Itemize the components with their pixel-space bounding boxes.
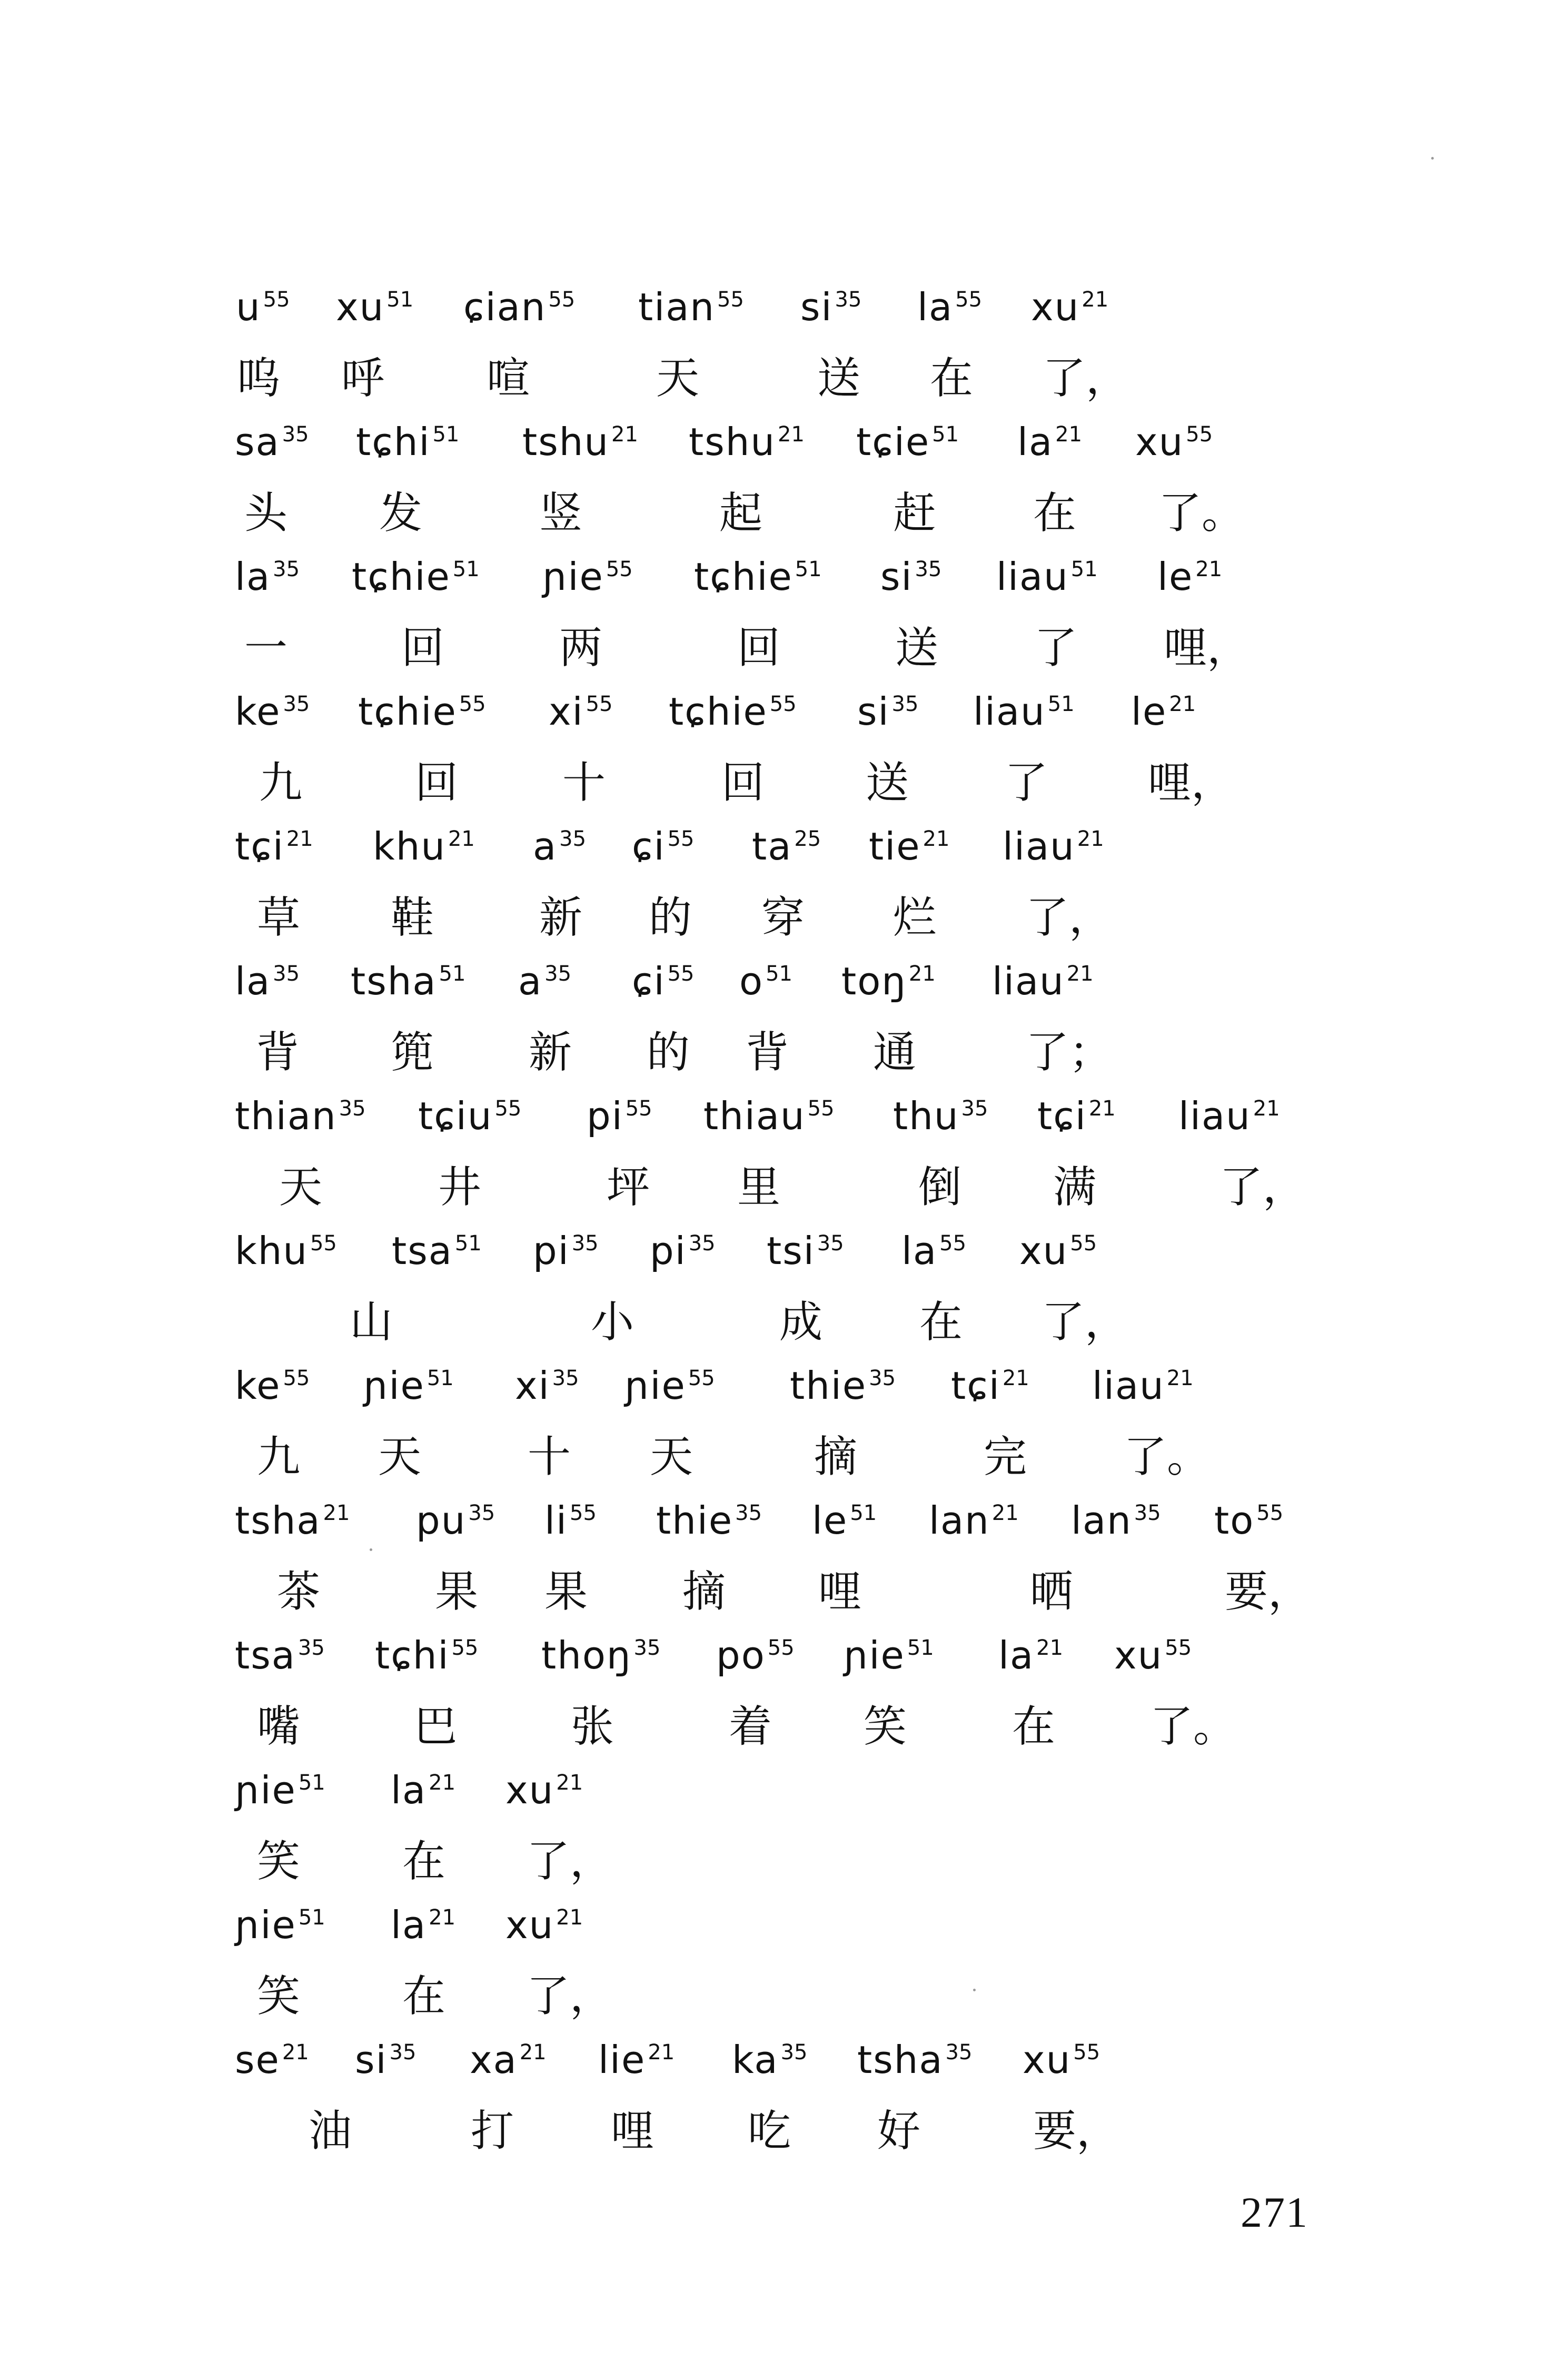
gloss-line (0, 1833, 1567, 1896)
gloss-char: 了， (1026, 893, 1113, 943)
gloss-char: 着 (729, 1702, 772, 1752)
gloss-char: 背 (746, 1028, 789, 1078)
romanization-line (0, 548, 1567, 611)
gloss-char: 山 (350, 1297, 393, 1347)
syllable: liau $^{21}$ (992, 959, 1094, 1003)
gloss-char: 发 (379, 488, 423, 538)
syllable: po $^{55}$ (716, 1633, 795, 1677)
gloss-line (0, 1428, 1567, 1492)
gloss-char: 新 (529, 1028, 572, 1078)
gloss-char: 巴 (414, 1702, 458, 1752)
syllable: xu $^{21}$ (1031, 285, 1109, 329)
syllable: a $^{35}$ (518, 959, 572, 1003)
syllable: ɲie $^{55}$ (542, 555, 633, 599)
syllable: a $^{35}$ (533, 824, 587, 868)
romanization-line (0, 1087, 1567, 1150)
gloss-char: 嘴 (257, 1702, 301, 1752)
gloss-line (0, 1698, 1567, 1761)
gloss-char: 穿 (761, 893, 805, 943)
gloss-char: 了； (1026, 1028, 1113, 1078)
gloss-char: 送 (866, 758, 909, 808)
gloss-char: 完 (984, 1432, 1027, 1482)
syllable: tshu $^{21}$ (689, 420, 805, 464)
romanization-line (0, 1357, 1567, 1420)
gloss-char: 在 (919, 1297, 963, 1347)
syllable: liau $^{21}$ (1178, 1094, 1280, 1138)
syllable: khu $^{55}$ (235, 1229, 337, 1273)
gloss-char: 了。 (1158, 488, 1245, 538)
syllable: tsa $^{51}$ (392, 1229, 482, 1273)
gloss-char: 了 (1005, 758, 1048, 808)
syllable: xi $^{35}$ (515, 1364, 579, 1408)
gloss-char: 笑 (257, 1971, 301, 2021)
gloss-char: 了， (1219, 1162, 1306, 1212)
syllable: ɕi $^{55}$ (632, 824, 695, 868)
syllable: thu $^{35}$ (893, 1094, 988, 1138)
syllable: xu $^{21}$ (505, 1768, 583, 1812)
syllable: le $^{21}$ (1157, 555, 1223, 599)
gloss-char: 里 (737, 1162, 781, 1212)
romanization-line (0, 413, 1567, 476)
romanization-line (0, 1492, 1567, 1555)
gloss-char: 油 (309, 2106, 352, 2156)
gloss-char: 天 (279, 1162, 323, 1212)
syllable: khu $^{21}$ (373, 824, 475, 868)
syllable: la $^{21}$ (391, 1768, 456, 1812)
syllable: xu $^{51}$ (336, 285, 414, 329)
romanization-line (0, 1222, 1567, 1285)
gloss-char: 新 (539, 893, 583, 943)
gloss-char: 井 (438, 1162, 482, 1212)
gloss-line (0, 2102, 1567, 2166)
syllable: thiau $^{55}$ (703, 1094, 835, 1138)
gloss-char: 鞋 (391, 893, 434, 943)
gloss-char: 在 (1033, 488, 1077, 538)
gloss-char: 回 (721, 758, 765, 808)
gloss-char: 九 (259, 758, 303, 808)
gloss-char: 天 (656, 353, 700, 403)
gloss-char: 十 (528, 1432, 571, 1482)
gloss-char: 哩， (1148, 758, 1235, 808)
gloss-char: 要， (1033, 2106, 1120, 2156)
syllable: si $^{35}$ (800, 285, 862, 329)
gloss-char: 笑 (864, 1702, 907, 1752)
gloss-char: 满 (1053, 1162, 1097, 1212)
syllable: la $^{35}$ (235, 555, 300, 599)
syllable: tie $^{21}$ (869, 824, 950, 868)
romanization-line (0, 1761, 1567, 1824)
gloss-char: 天 (650, 1432, 693, 1482)
syllable: le $^{51}$ (812, 1498, 877, 1543)
gloss-char: 张 (571, 1702, 614, 1752)
gloss-char: 摘 (682, 1567, 726, 1617)
syllable: tsa $^{35}$ (235, 1633, 325, 1677)
gloss-char: 哩， (1164, 623, 1251, 673)
gloss-line (0, 1293, 1567, 1357)
gloss-char: 好 (877, 2106, 921, 2156)
syllable: pi $^{35}$ (533, 1229, 599, 1273)
syllable: tɕie $^{51}$ (856, 420, 959, 464)
gloss-char: 一 (244, 623, 288, 673)
gloss-char: 竖 (539, 488, 583, 538)
gloss-char: 草 (257, 893, 301, 943)
syllable: ɲie $^{51}$ (235, 1903, 325, 1947)
syllable: la $^{21}$ (1017, 420, 1083, 464)
gloss-char: 烂 (893, 893, 937, 943)
syllable: pu $^{35}$ (416, 1498, 495, 1543)
syllable: se $^{21}$ (235, 2038, 309, 2082)
gloss-char: 倒 (918, 1162, 962, 1212)
syllable: tsha $^{51}$ (351, 959, 466, 1003)
gloss-char: 赶 (893, 488, 937, 538)
gloss-char: 哩 (818, 1567, 862, 1617)
gloss-char: 打 (471, 2106, 514, 2156)
syllable: o $^{51}$ (739, 959, 792, 1003)
gloss-char: 头 (244, 488, 288, 538)
scan-speck (973, 1989, 976, 1991)
syllable: xi $^{55}$ (549, 689, 613, 734)
gloss-char: 了， (1042, 1297, 1128, 1347)
syllable: xu $^{55}$ (1135, 420, 1213, 464)
gloss-char: 呼 (341, 353, 385, 403)
gloss-char: 天 (378, 1432, 422, 1482)
gloss-char: 背 (256, 1028, 300, 1078)
syllable: tɕi $^{21}$ (951, 1364, 1029, 1408)
gloss-char: 通 (873, 1028, 917, 1078)
syllable: tɕhie $^{51}$ (694, 555, 822, 599)
syllable: to $^{55}$ (1214, 1498, 1284, 1543)
gloss-line (0, 1159, 1567, 1222)
gloss-char: 晒 (1030, 1567, 1074, 1617)
syllable: lan $^{21}$ (929, 1498, 1019, 1543)
gloss-char: 两 (559, 623, 603, 673)
syllable: liau $^{51}$ (973, 689, 1075, 734)
gloss-char: 起 (719, 488, 763, 538)
gloss-line (0, 1968, 1567, 2031)
syllable: tsha $^{21}$ (235, 1498, 350, 1543)
syllable: thie $^{35}$ (656, 1498, 762, 1543)
romanization-line (0, 278, 1567, 341)
gloss-line (0, 619, 1567, 683)
romanization-line (0, 683, 1567, 746)
syllable: tɕi $^{21}$ (1037, 1094, 1116, 1138)
syllable: ɲie $^{51}$ (363, 1364, 454, 1408)
syllable: liau $^{51}$ (996, 555, 1098, 599)
syllable: xu $^{21}$ (505, 1903, 583, 1947)
gloss-char: 了， (527, 1971, 613, 2021)
gloss-char: 小 (591, 1297, 634, 1347)
gloss-char: 篼 (391, 1028, 434, 1078)
romanization-line (0, 2031, 1567, 2094)
syllable: pi $^{35}$ (650, 1229, 716, 1273)
gloss-line (0, 754, 1567, 817)
syllable: thian $^{35}$ (235, 1094, 366, 1138)
gloss-char: 哩 (611, 2106, 654, 2156)
syllable: ɕi $^{55}$ (632, 959, 695, 1003)
syllable: ke $^{55}$ (235, 1364, 310, 1408)
syllable: tɕhi $^{55}$ (375, 1633, 479, 1677)
gloss-char: 回 (415, 758, 459, 808)
syllable: ta $^{25}$ (752, 824, 821, 868)
syllable: xu $^{55}$ (1019, 1229, 1097, 1273)
gloss-char: 的 (649, 893, 692, 943)
gloss-char: 果 (544, 1567, 588, 1617)
syllable: ɲie $^{55}$ (624, 1364, 715, 1408)
syllable: le $^{21}$ (1131, 689, 1196, 734)
romanization-line (0, 1896, 1567, 1959)
syllable: la $^{21}$ (998, 1633, 1064, 1677)
gloss-char: 送 (895, 623, 939, 673)
syllable: tsha $^{35}$ (857, 2038, 973, 2082)
syllable: la $^{55}$ (917, 285, 983, 329)
syllable: tshu $^{21}$ (522, 420, 638, 464)
romanization-line (0, 952, 1567, 1015)
gloss-char: 回 (401, 623, 445, 673)
gloss-char: 茶 (277, 1567, 321, 1617)
syllable: tɕhie $^{51}$ (352, 555, 480, 599)
gloss-char: 在 (402, 1836, 446, 1887)
syllable: tɕhi $^{51}$ (356, 420, 460, 464)
gloss-char: 果 (435, 1567, 479, 1617)
syllable: tɕhie $^{55}$ (358, 689, 486, 734)
syllable: ke $^{35}$ (235, 689, 310, 734)
gloss-char: 了 (1034, 623, 1078, 673)
gloss-char: 九 (257, 1432, 301, 1482)
gloss-char: 十 (562, 758, 606, 808)
syllable: thie $^{35}$ (790, 1364, 896, 1408)
gloss-char: 的 (647, 1028, 690, 1078)
syllable: toŋ $^{21}$ (841, 959, 936, 1003)
syllable: si $^{35}$ (355, 2038, 416, 2082)
syllable: si $^{35}$ (857, 689, 919, 734)
gloss-char: 了， (1043, 353, 1129, 403)
gloss-char: 了。 (1124, 1432, 1211, 1482)
gloss-char: 坪 (607, 1162, 650, 1212)
gloss-char: 喧 (487, 353, 530, 403)
syllable: liau $^{21}$ (1003, 824, 1104, 868)
gloss-char: 了。 (1150, 1702, 1237, 1752)
page-number: 271 (1241, 2188, 1308, 2236)
gloss-char: 呜 (237, 353, 281, 403)
gloss-char: 吃 (748, 2106, 791, 2156)
gloss-line (0, 350, 1567, 413)
romanization-line (0, 1626, 1567, 1690)
syllable: u $^{55}$ (236, 285, 290, 329)
syllable: pi $^{55}$ (587, 1094, 652, 1138)
syllable: la $^{21}$ (391, 1903, 456, 1947)
syllable: ɲie $^{51}$ (235, 1768, 325, 1812)
syllable: tian $^{55}$ (638, 285, 744, 329)
syllable: tɕhie $^{55}$ (669, 689, 797, 734)
gloss-line (0, 485, 1567, 548)
gloss-line (0, 889, 1567, 952)
scan-speck (1431, 157, 1434, 160)
syllable: xu $^{55}$ (1023, 2038, 1100, 2082)
syllable: la $^{55}$ (901, 1229, 967, 1273)
gloss-char: 成 (779, 1297, 823, 1347)
syllable: tɕiu $^{55}$ (418, 1094, 522, 1138)
romanization-line (0, 817, 1567, 881)
syllable: ɕian $^{55}$ (463, 285, 576, 329)
gloss-char: 了， (527, 1836, 613, 1887)
gloss-char: 摘 (814, 1432, 858, 1482)
gloss-char: 在 (930, 353, 974, 403)
gloss-char: 回 (737, 623, 781, 673)
syllable: si $^{35}$ (880, 555, 942, 599)
gloss-line (0, 1563, 1567, 1626)
gloss-char: 在 (1012, 1702, 1056, 1752)
gloss-char: 笑 (257, 1836, 301, 1887)
scan-speck (370, 1548, 372, 1551)
syllable: lie $^{21}$ (598, 2038, 675, 2082)
syllable: thoŋ $^{35}$ (541, 1633, 661, 1677)
syllable: tsi $^{35}$ (767, 1229, 844, 1273)
syllable: xa $^{21}$ (470, 2038, 547, 2082)
syllable: li $^{55}$ (544, 1498, 597, 1543)
syllable: tɕi $^{21}$ (235, 824, 313, 868)
syllable: liau $^{21}$ (1092, 1364, 1194, 1408)
gloss-char: 送 (817, 353, 861, 403)
gloss-line (0, 1024, 1567, 1087)
syllable: xu $^{55}$ (1114, 1633, 1192, 1677)
gloss-char: 要， (1225, 1567, 1312, 1617)
syllable: ka $^{35}$ (732, 2038, 808, 2082)
syllable: lan $^{35}$ (1071, 1498, 1161, 1543)
syllable: la $^{35}$ (235, 959, 300, 1003)
gloss-char: 在 (402, 1971, 446, 2021)
syllable: ɲie $^{51}$ (844, 1633, 934, 1677)
syllable: sa $^{35}$ (235, 420, 309, 464)
